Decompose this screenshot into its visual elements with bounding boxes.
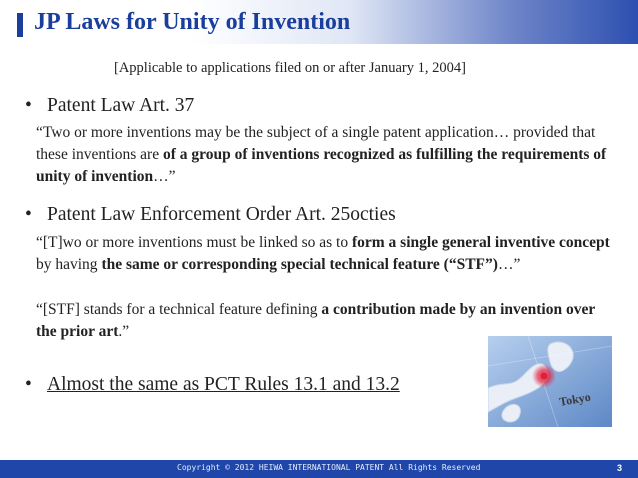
quote-emphasis: form a single general inventive concept (351, 234, 610, 251)
footer-band (0, 460, 638, 478)
quote-text: “Two or more inventions may be the subject of a single patent application… provided that these inventions are (36, 124, 596, 163)
slide-subtitle: [Applicable to applications filed on or after January 1, 2004] (114, 60, 466, 76)
quote-text: “[STF] stands for a technical feature defining (36, 301, 322, 318)
bullet-enforcement-order (25, 204, 396, 226)
footer-copyright: Copyright © 2012 HEIWA INTERNATIONAL PATENT All Rights Reserved (177, 463, 481, 472)
quote-art-37 (36, 122, 611, 188)
quote-enforcement-order-1 (36, 232, 611, 276)
location-pin (541, 373, 548, 380)
title-accent-bar (17, 13, 23, 37)
map-illustration (488, 336, 612, 427)
japan-map-image (488, 336, 612, 427)
map-label-tokyo: Tokyo (558, 389, 592, 409)
bullet-dot: • (25, 95, 32, 116)
quote-text: “[T]wo or more inventions must be linked so as to (36, 234, 352, 251)
bullet-pct-rules (25, 374, 400, 396)
quote-emphasis: the same or corresponding special technical feature (“STF”) (101, 256, 498, 273)
quote-text: …” (153, 168, 176, 185)
quote-emphasis: of a group of inventions recognized as fulfilling the requirements of unity of invention (36, 146, 607, 185)
bullet-heading: Patent Law Art. 37 (47, 95, 195, 116)
bullet-heading: Almost the same as PCT Rules 13.1 and 13.2 (47, 374, 400, 395)
quote-emphasis: a contribution made by an invention over the prior art (36, 301, 595, 340)
slide-title: JP Laws for Unity of Invention (34, 9, 351, 35)
bullet-dot: • (25, 204, 32, 225)
bullet-dot: • (25, 374, 32, 395)
page-number: 3 (617, 463, 623, 473)
bullet-patent-law-art-37 (25, 95, 194, 117)
quote-text: …” (497, 256, 521, 273)
quote-text: by having (36, 256, 102, 273)
bullet-heading: Patent Law Enforcement Order Art. 25octies (47, 204, 396, 225)
quote-text: .” (118, 323, 130, 340)
